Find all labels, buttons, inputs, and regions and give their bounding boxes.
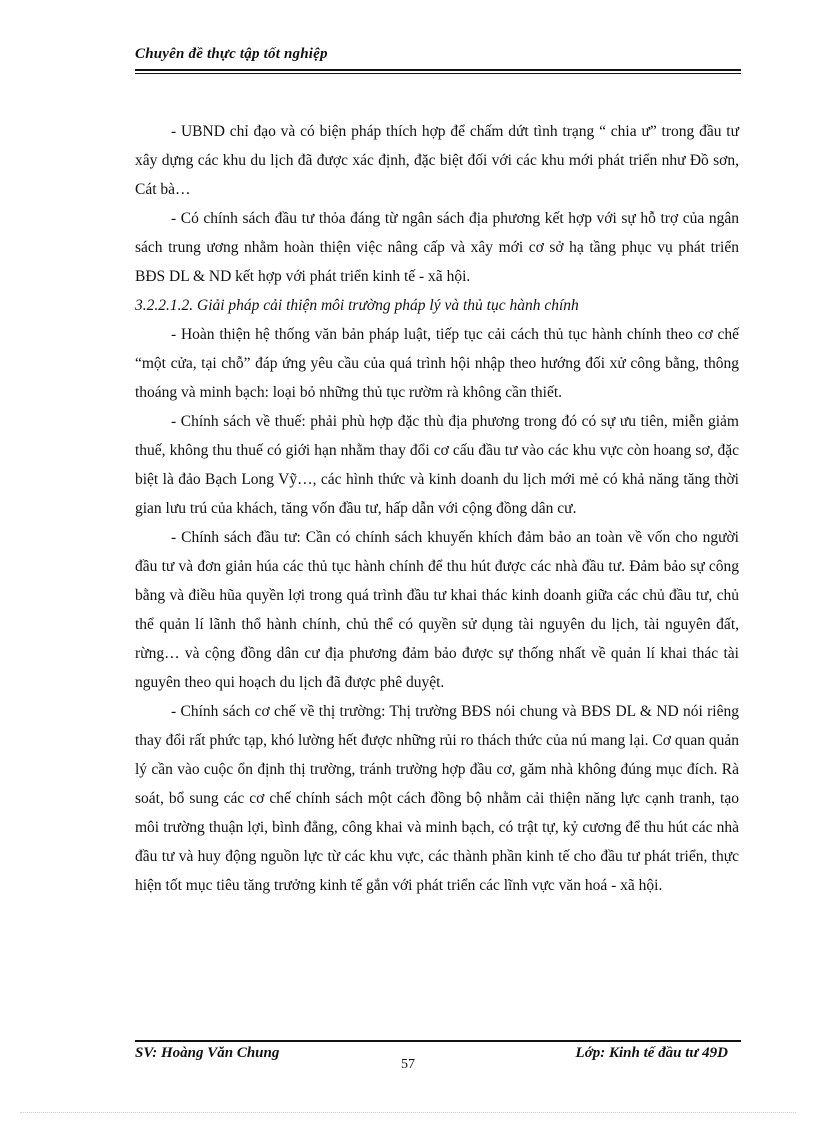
- header-title: Chuyên đề thực tập tốt nghiệp: [135, 46, 328, 62]
- paragraph-ngan-sach: - Có chính sách đầu tư thỏa đáng từ ngân sách địa phương kết hợp với sự hỗ trợ của ngân sách trung ương nhằm hoàn thiện việc nâng cấp và xây mới cơ sở hạ tầng phục vụ phát triển BĐS DL & ND kết hợp với phát triển kinh tế - xã hội.: [135, 210, 739, 285]
- document-body: [135, 117, 739, 900]
- footer-rule: [135, 1040, 741, 1042]
- footer-class-name: Lớp: Kinh tế đầu tư 49D: [575, 1045, 728, 1061]
- page-number: 57: [401, 1057, 415, 1072]
- header-rule-thin: [135, 73, 741, 74]
- paragraph-chinh-sach-thi-truong: - Chính sách cơ chế về thị trường: Thị trường BĐS nói chung và BĐS DL & ND nói riêng thay đổi rất phức tạp, khó lường hết được những rủi ro thách thức của nú mang lại. Cơ quan quản lý cần vào cuộc ổn định thị trường, tránh trường hợp đầu cơ, găm nhà không đúng mục đích. Rà soát, bổ sung các cơ chế chính sách một cách đồng bộ nhằm cải thiện năng lực cạnh tranh, tạo môi trường thuận lợi, bình đẳng, công khai và minh bạch, có trật tự, kỷ cương để thu hút các nhà đầu tư và huy động nguồn lực từ các khu vực, các thành phần kinh tế cho đầu tư phát triển, thực hiện tốt mục tiêu tăng trưởng kinh tế gắn với phát triển các lĩnh vực văn hoá - xã hội.: [135, 703, 739, 894]
- footer-student-name: SV: Hoàng Văn Chung: [135, 1045, 280, 1061]
- page-edge-divider: [20, 1112, 796, 1113]
- paragraph-chinh-sach-thue: - Chính sách về thuế: phải phù hợp đặc thù địa phương trong đó có sự ưu tiên, miễn giảm thuế, không thu thuế có giới hạn nhằm thay đổi cơ cấu đầu tư vào các khu vực còn hoang sơ, đặc biệt là đảo Bạch Long Vỹ…, các hình thức và kinh doanh du lịch mới mẻ có khả năng tăng thời gian lưu trú của khách, tăng vốn đầu tư, hấp dẫn với cộng đồng dân cư.: [135, 413, 739, 517]
- paragraph-chinh-sach-dau-tu: - Chính sách đầu tư: Cần có chính sách khuyến khích đảm bảo an toàn về vốn cho người đầu tư và đơn giản húa các thủ tục hành chính để thu hút được các nhà đầu tư. Đảm bảo sự công bằng và điều hũa quyền lợi trong quá trình đầu tư khai thác kinh doanh giữa các chủ đầu tư, chủ thể quản lí lãnh thổ hành chính, chủ thể có quyền sử dụng tài nguyên du lịch, tài nguyên đất, rừng… và cộng đồng dân cư địa phương đảm bảo được sự thống nhất về quản lí khai thác tài nguyên theo qui hoạch du lịch đã được phê duyệt.: [135, 529, 739, 691]
- section-subheading: 3.2.2.1.2. Giải pháp cải thiện môi trường pháp lý và thủ tục hành chính: [135, 297, 579, 314]
- paragraph-ubnd: - UBND chỉ đạo và có biện pháp thích hợp để chấm dứt tình trạng “ chia ư” trong đầu tư xây dựng các khu du lịch đã được xác định, đặc biệt đối với các khu mới phát triển như Đồ sơn, Cát bà…: [135, 123, 739, 198]
- header-rule-thick: [135, 69, 741, 71]
- paragraph-van-ban-phap-luat: - Hoàn thiện hệ thống văn bản pháp luật, tiếp tục cải cách thủ tục hành chính theo cơ chế “một cửa, tại chỗ” đáp ứng yêu cầu của quá trình hội nhập theo hướng đối xử công bằng, thông thoáng và minh bạch: loại bỏ những thủ tục rườm rà không cần thiết.: [135, 326, 739, 401]
